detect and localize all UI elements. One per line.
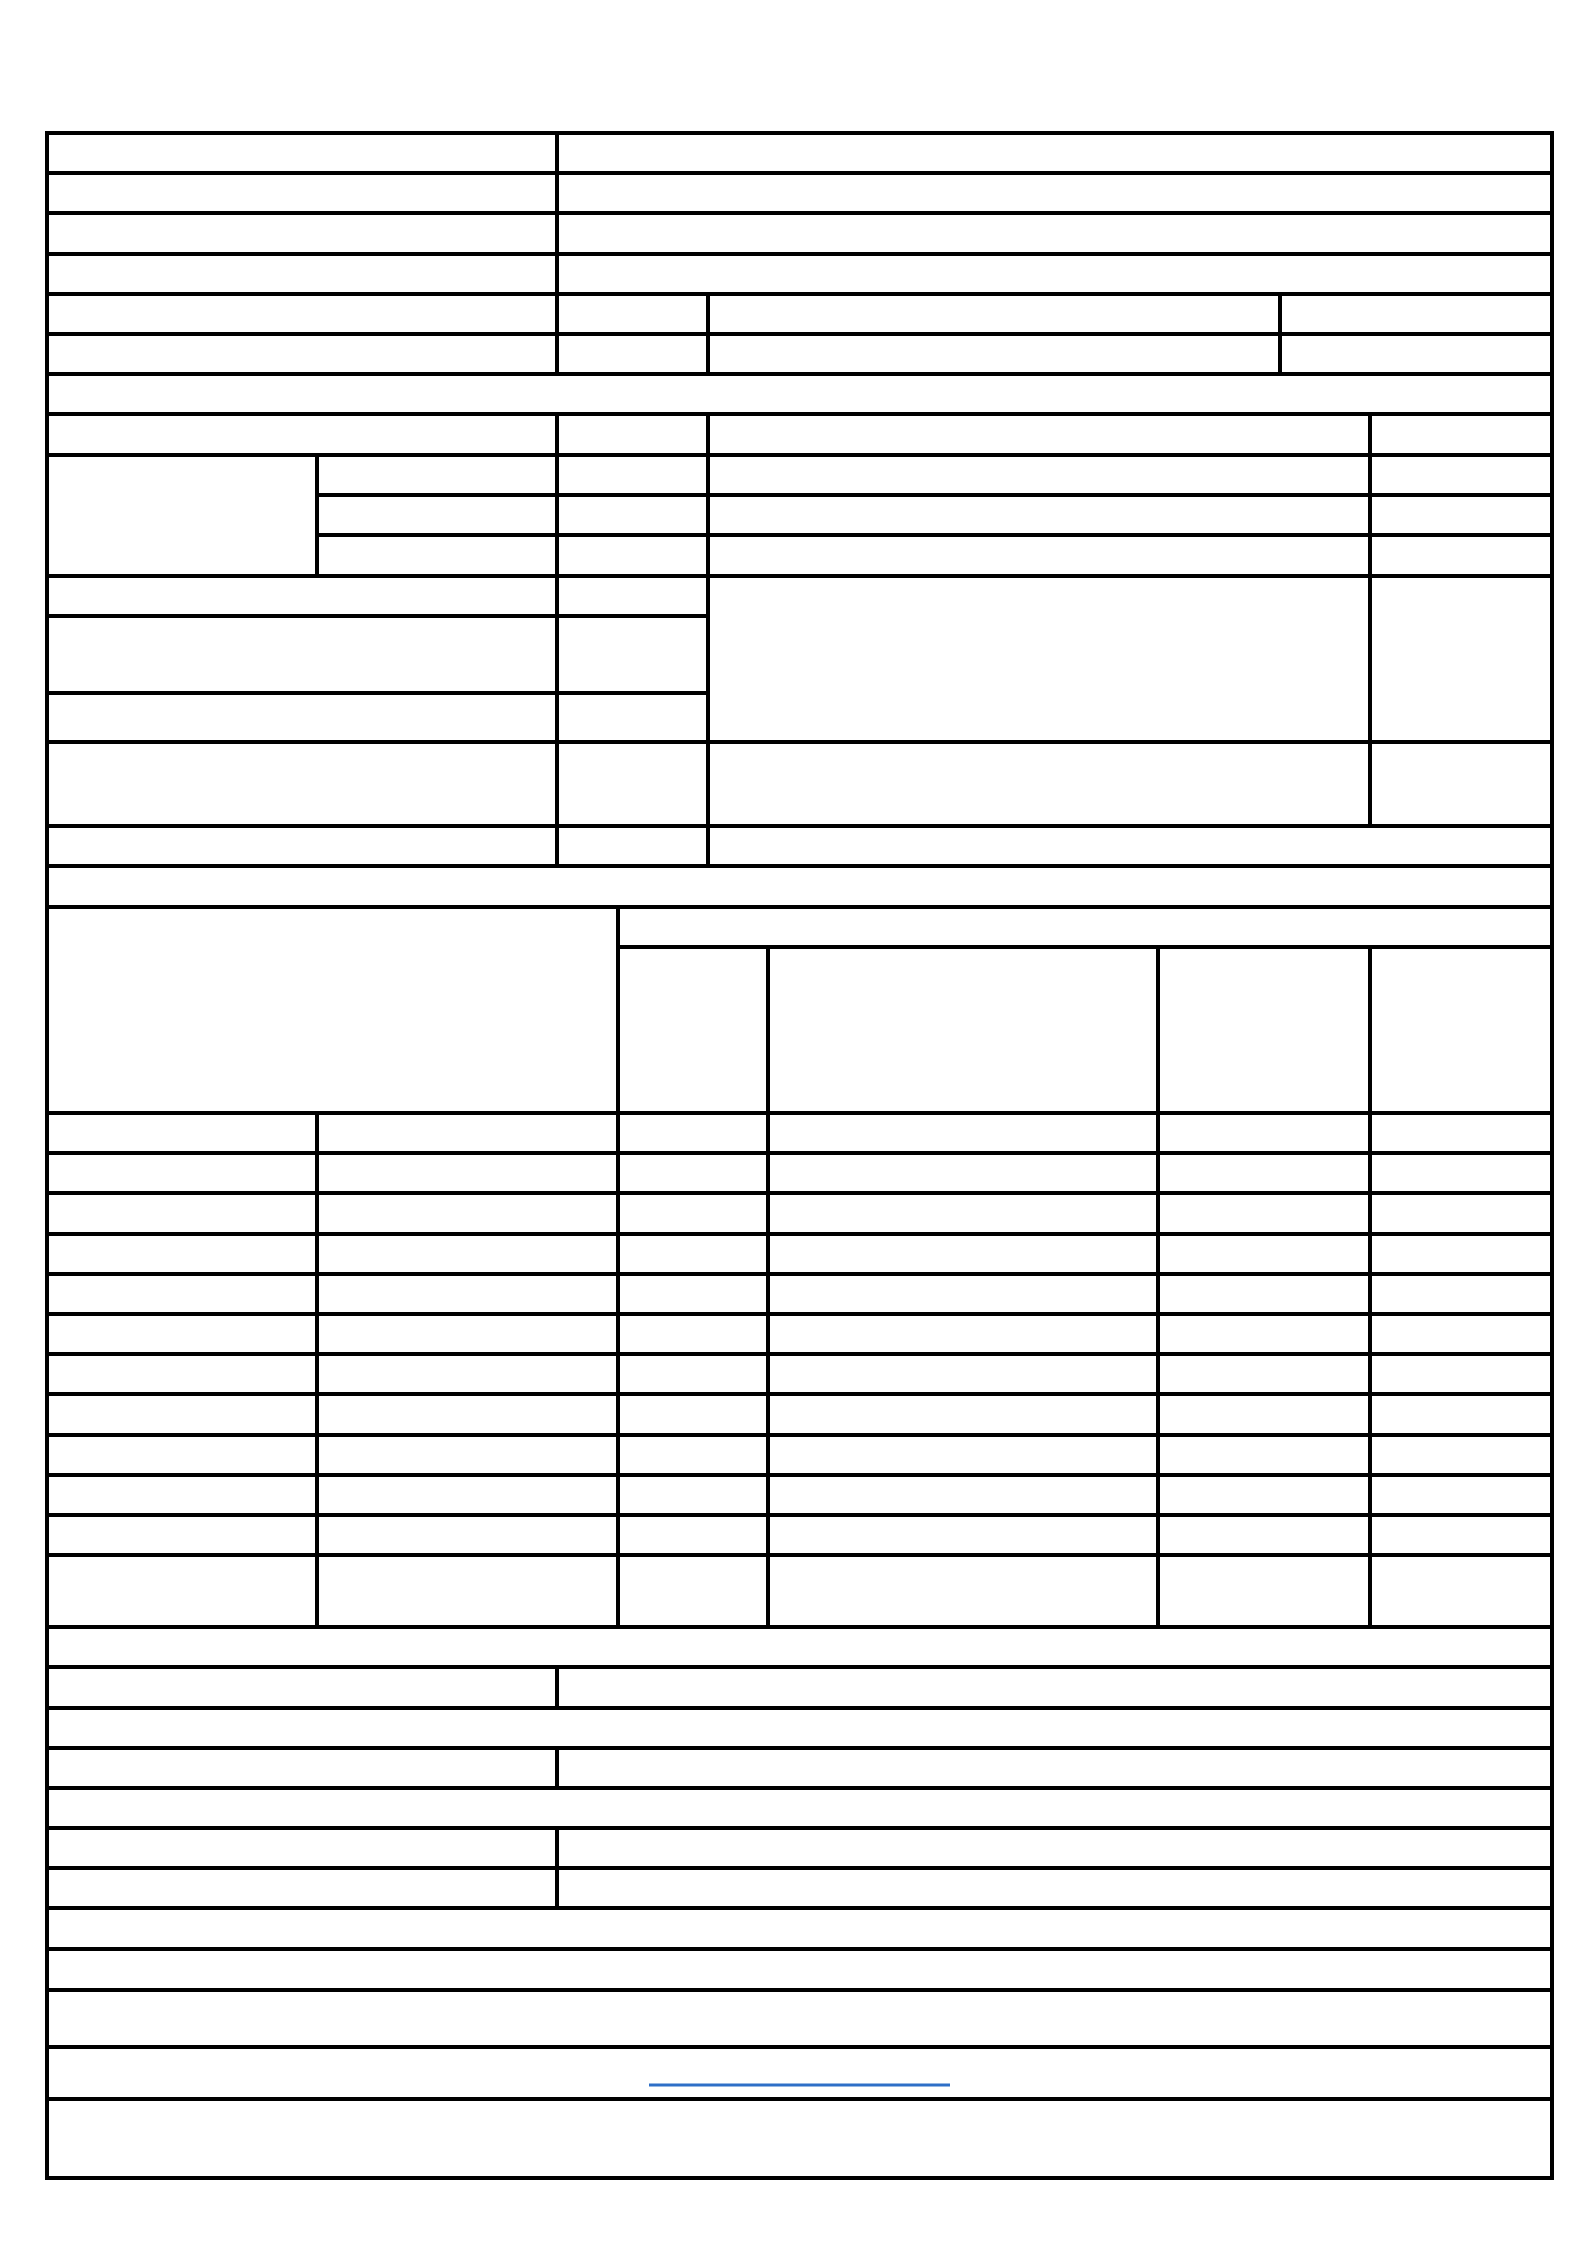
form-outer-border	[47, 133, 1552, 2178]
